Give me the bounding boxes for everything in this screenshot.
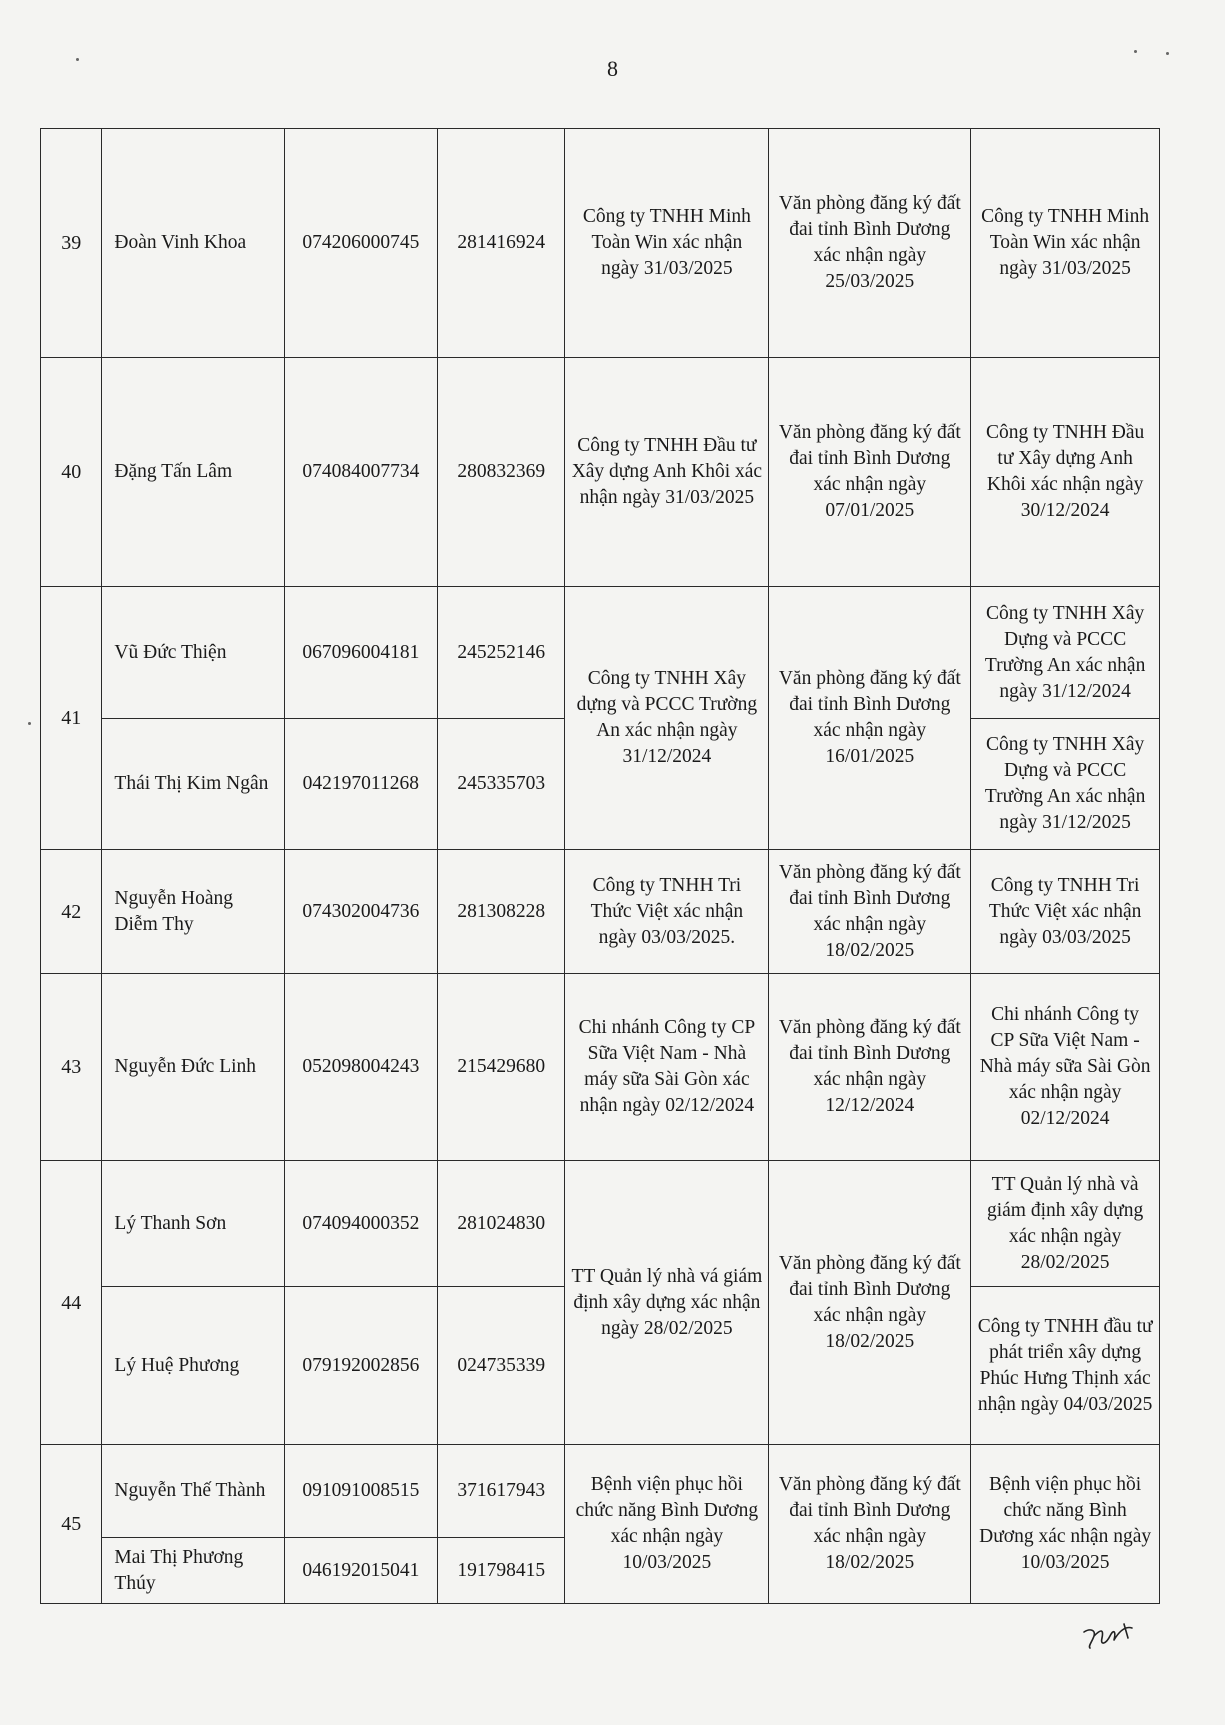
person-name: Nguyễn Đức Linh [102, 974, 284, 1161]
citizen-id: 046192015041 [284, 1538, 438, 1604]
land-office-confirmation: Văn phòng đăng ký đất đai tỉnh Bình Dương xác nhận ngày 18/02/2025 [769, 850, 971, 974]
citizen-id: 052098004243 [284, 974, 438, 1161]
employer-confirmation: Chi nhánh Công ty CP Sữa Việt Nam - Nhà máy sữa Sài Gòn xác nhận ngày 02/12/2024 [565, 974, 769, 1161]
old-id: 281308228 [438, 850, 565, 974]
person-name: Nguyễn Thế Thành [102, 1445, 284, 1538]
row-number: 42 [41, 850, 102, 974]
land-office-confirmation: Văn phòng đăng ký đất đai tỉnh Bình Dương xác nhận ngày 16/01/2025 [769, 587, 971, 850]
old-id: 245252146 [438, 587, 565, 719]
table-row [41, 1445, 1160, 1538]
scan-speck [1166, 52, 1169, 55]
person-name: Nguyễn Hoàng Diễm Thy [102, 850, 284, 974]
row-number: 43 [41, 974, 102, 1161]
table-row [41, 1161, 1160, 1287]
land-office-confirmation: Văn phòng đăng ký đất đai tỉnh Bình Dương xác nhận ngày 18/02/2025 [769, 1445, 971, 1604]
land-office-confirmation: Văn phòng đăng ký đất đai tỉnh Bình Dương xác nhận ngày 25/03/2025 [769, 129, 971, 358]
employer-confirmation: Công ty TNHH Minh Toàn Win xác nhận ngày 31/03/2025 [565, 129, 769, 358]
page-number: 8 [607, 56, 618, 81]
old-id: 281416924 [438, 129, 565, 358]
table-row [41, 129, 1160, 358]
employer-confirmation-detail: Công ty TNHH Đầu tư Xây dựng Anh Khôi xác nhận ngày 30/12/2024 [971, 358, 1160, 587]
scan-speck [76, 58, 79, 61]
old-id: 024735339 [438, 1287, 565, 1445]
person-name: Lý Huệ Phương [102, 1287, 284, 1445]
land-office-confirmation: Văn phòng đăng ký đất đai tỉnh Bình Dương xác nhận ngày 07/01/2025 [769, 358, 971, 587]
person-name: Lý Thanh Sơn [102, 1161, 284, 1287]
table-row [41, 587, 1160, 719]
old-id: 215429680 [438, 974, 565, 1161]
row-number: 39 [41, 129, 102, 358]
row-number: 45 [41, 1445, 102, 1604]
table-row [41, 358, 1160, 587]
row-number: 40 [41, 358, 102, 587]
person-name: Vũ Đức Thiện [102, 587, 284, 719]
employer-confirmation-detail: Công ty TNHH Tri Thức Việt xác nhận ngày 03/03/2025 [971, 850, 1160, 974]
employer-confirmation: Công ty TNHH Đầu tư Xây dựng Anh Khôi xác nhận ngày 31/03/2025 [565, 358, 769, 587]
old-id: 281024830 [438, 1161, 565, 1287]
employer-confirmation-detail: TT Quản lý nhà và giám định xây dựng xác nhận ngày 28/02/2025 [971, 1161, 1160, 1287]
employer-confirmation-detail: Công ty TNHH đầu tư phát triển xây dựng Phúc Hưng Thịnh xác nhận ngày 04/03/2025 [971, 1287, 1160, 1445]
table-row [41, 850, 1160, 974]
old-id: 280832369 [438, 358, 565, 587]
employer-confirmation: Công ty TNHH Xây dựng và PCCC Trường An xác nhận ngày 31/12/2024 [565, 587, 769, 850]
employer-confirmation-detail: Chi nhánh Công ty CP Sữa Việt Nam - Nhà máy sữa Sài Gòn xác nhận ngày 02/12/2024 [971, 974, 1160, 1161]
employer-confirmation-detail: Bệnh viện phục hồi chức năng Bình Dương xác nhận ngày 10/03/2025 [971, 1445, 1160, 1604]
row-number: 44 [41, 1161, 102, 1445]
person-name: Đặng Tấn Lâm [102, 358, 284, 587]
employer-confirmation: Công ty TNHH Tri Thức Việt xác nhận ngày 03/03/2025. [565, 850, 769, 974]
scan-speck [28, 722, 31, 725]
registration-table [40, 128, 1160, 1604]
scan-speck [1134, 50, 1137, 53]
employer-confirmation: Bệnh viện phục hồi chức năng Bình Dương xác nhận ngày 10/03/2025 [565, 1445, 769, 1604]
land-office-confirmation: Văn phòng đăng ký đất đai tỉnh Bình Dương xác nhận ngày 18/02/2025 [769, 1161, 971, 1445]
citizen-id: 074094000352 [284, 1161, 438, 1287]
citizen-id: 074084007734 [284, 358, 438, 587]
citizen-id: 091091008515 [284, 1445, 438, 1538]
citizen-id: 067096004181 [284, 587, 438, 719]
citizen-id: 079192002856 [284, 1287, 438, 1445]
employer-confirmation-detail: Công ty TNHH Minh Toàn Win xác nhận ngày 31/03/2025 [971, 129, 1160, 358]
citizen-id: 074302004736 [284, 850, 438, 974]
citizen-id: 074206000745 [284, 129, 438, 358]
table-row [41, 974, 1160, 1161]
person-name: Mai Thị Phương Thúy [102, 1538, 284, 1604]
old-id: 245335703 [438, 719, 565, 850]
person-name: Đoàn Vinh Khoa [102, 129, 284, 358]
row-number: 41 [41, 587, 102, 850]
old-id: 371617943 [438, 1445, 565, 1538]
citizen-id: 042197011268 [284, 719, 438, 850]
employer-confirmation-detail: Công ty TNHH Xây Dựng và PCCC Trường An xác nhận ngày 31/12/2024 [971, 587, 1160, 719]
handwritten-initials [1080, 1618, 1140, 1654]
land-office-confirmation: Văn phòng đăng ký đất đai tỉnh Bình Dương xác nhận ngày 12/12/2024 [769, 974, 971, 1161]
employer-confirmation-detail: Công ty TNHH Xây Dựng và PCCC Trường An xác nhận ngày 31/12/2025 [971, 719, 1160, 850]
employer-confirmation: TT Quản lý nhà vá giám định xây dựng xác nhận ngày 28/02/2025 [565, 1161, 769, 1445]
old-id: 191798415 [438, 1538, 565, 1604]
person-name: Thái Thị Kim Ngân [102, 719, 284, 850]
